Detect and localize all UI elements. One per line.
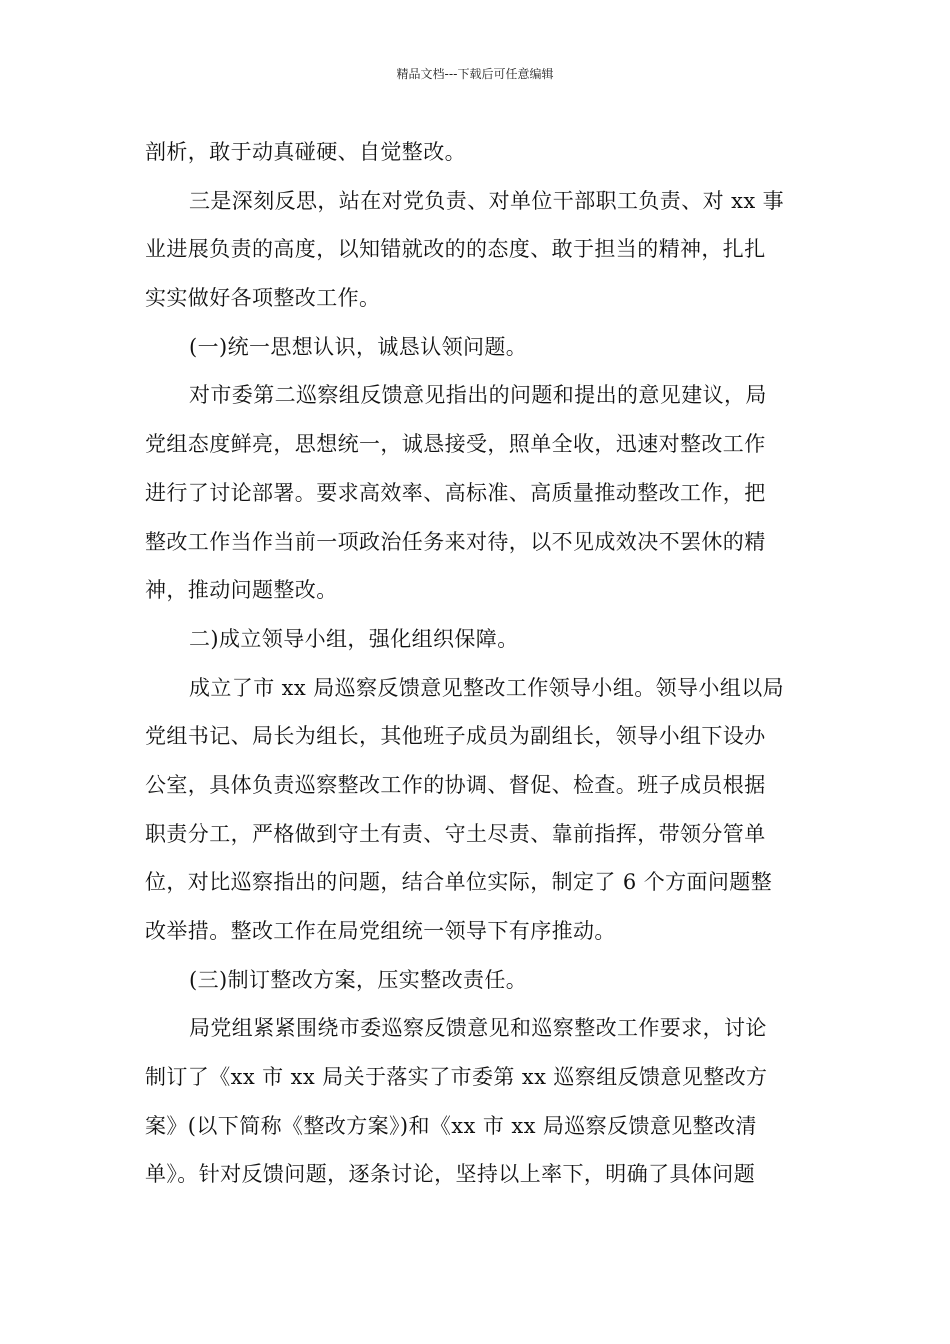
text-line: 进行了讨论部署。要求高效率、高标准、高质量推动整改工作，把 <box>145 480 766 505</box>
text-line: 业进展负责的高度，以知错就改的的态度、敢于担当的精神，扎扎 <box>145 237 766 262</box>
text-line: 党组书记、局长为组长，其他班子成员为副组长，领导小组下设办 <box>145 724 766 749</box>
text-line: 案》(以下简称《整改方案》)和《xx 市 xx 局巡察反馈意见整改清 <box>145 1113 757 1138</box>
text-line: 整改工作当作当前一项政治任务来对待，以不见成效决不罢休的精 <box>145 529 766 554</box>
paragraph-start-line: 局党组紧紧围绕市委巡察反馈意见和巡察整改工作要求，讨论 <box>189 1016 767 1041</box>
section-heading: 二)成立领导小组，强化组织保障。 <box>189 626 519 651</box>
text-line: 位，对比巡察指出的问题，结合单位实际，制定了 6 个方面问题整 <box>145 870 773 895</box>
text-line: 单》。针对反馈问题，逐条讨论，坚持以上率下，明确了具体问题 <box>145 1162 756 1187</box>
paragraph-start-line: 三是深刻反思，站在对党负责、对单位干部职工负责、对 xx 事 <box>189 188 785 213</box>
paragraph-start-line: 成立了市 xx 局巡察反馈意见整改工作领导小组。领导小组以局 <box>189 675 785 700</box>
text-line: 改举措。整改工作在局党组统一领导下有序推动。 <box>145 919 616 943</box>
page-header: 精品文档---下载后可任意编辑 <box>396 67 554 81</box>
text-line: 实实做好各项整改工作。 <box>145 286 381 311</box>
text-line: 制订了《xx 市 xx 局关于落实了市委第 xx 巡察组反馈意见整改方 <box>145 1065 768 1090</box>
section-heading: (三)制订整改方案，压实整改责任。 <box>189 967 528 992</box>
text-line: 公室，具体负责巡察整改工作的协调、督促、检查。班子成员根据 <box>145 772 766 797</box>
section-heading: (一)统一思想认识，诚恳认领问题。 <box>189 334 528 359</box>
text-line: 神，推动问题整改。 <box>145 578 338 603</box>
paragraph-start-line: 对市委第二巡察组反馈意见指出的问题和提出的意见建议，局 <box>189 383 767 408</box>
text-line: 党组态度鲜亮，思想统一，诚恳接受，照单全收，迅速对整改工作 <box>145 432 766 457</box>
text-line: 剖析，敢于动真碰硬、自觉整改。 <box>145 140 466 164</box>
text-line: 职责分工，严格做到守土有责、守土尽责、靠前指挥，带领分管单 <box>145 821 766 846</box>
document-body <box>145 128 810 1199</box>
